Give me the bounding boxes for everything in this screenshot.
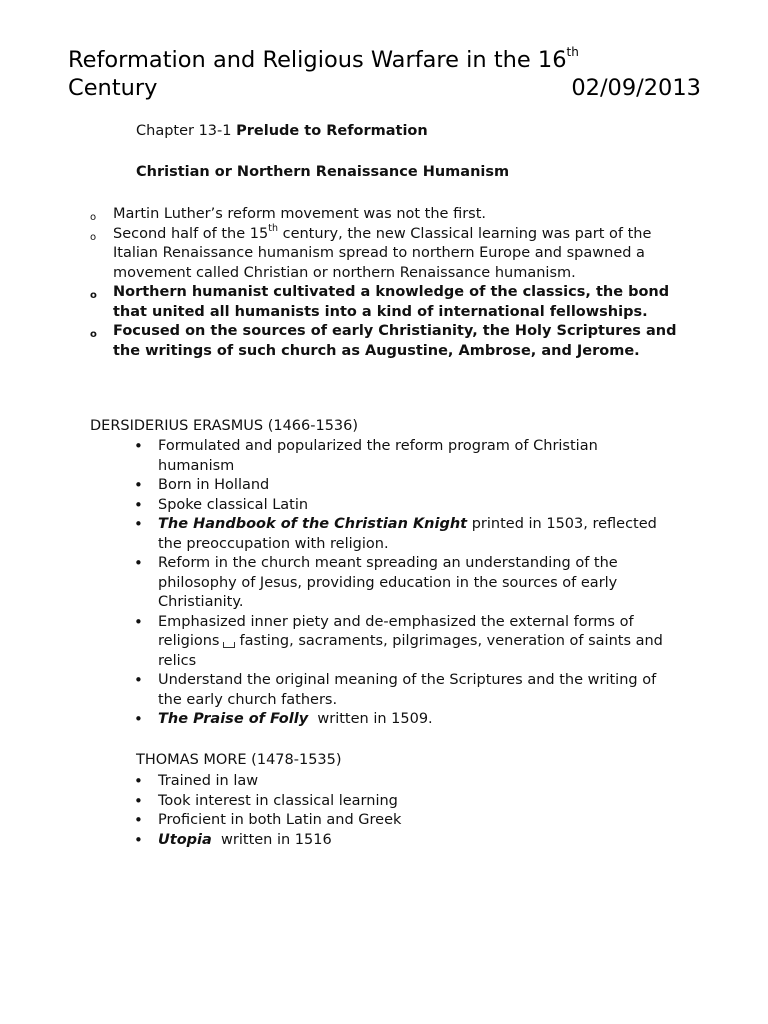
more-heading: THOMAS MORE (1478-1535) <box>136 752 342 768</box>
list-item-text: Born in Holland <box>158 477 270 493</box>
list-item <box>158 515 678 554</box>
list-item <box>158 437 678 476</box>
list-item-text: Understand the original meaning of the Scriptures and the writing of the early church fathers. <box>158 672 657 708</box>
page-title <box>68 46 708 102</box>
list-item <box>158 831 678 851</box>
chapter-heading <box>136 123 428 139</box>
intro-list <box>113 205 683 361</box>
chapter-number: Chapter 13-1 <box>136 123 232 139</box>
book-title: The Handbook of the Christian Knight <box>158 516 468 532</box>
document-date: 02/09/2013 <box>571 75 701 101</box>
list-item <box>158 554 678 613</box>
list-item-text: Spoke classical Latin <box>158 496 309 513</box>
list-item <box>158 772 678 792</box>
book-title: The Praise of Folly <box>158 711 309 727</box>
list-item <box>158 613 678 672</box>
list-item <box>158 496 678 516</box>
title-line-1 <box>68 46 708 74</box>
title-line-2 <box>68 74 701 102</box>
list-item-text: Emphasized inner piety and de-emphasized the external forms of religions <box>158 613 634 649</box>
chapter-name: Prelude to Reformation <box>236 123 428 139</box>
list-item <box>158 792 678 812</box>
list-item-text: written in 1516 <box>211 831 332 848</box>
list-item-text: Northern humanist cultivated a knowledge of the classics, the bond that united all humanists into a kind of international fellowships. <box>113 284 670 320</box>
more-list <box>158 772 678 850</box>
list-item-text: Focused on the sources of early Christianity, the Holy Scriptures and the writings of such church as Augustine, Ambrose, and Jerome. <box>113 323 677 359</box>
list-item <box>113 322 683 361</box>
list-item-text: Took interest in classical learning <box>158 792 398 809</box>
list-item <box>158 671 678 710</box>
list-item <box>113 222 683 284</box>
list-item <box>113 283 683 322</box>
list-item <box>158 476 678 496</box>
list-item-text: Trained in law <box>158 773 259 789</box>
title-continuation: Century <box>68 75 158 101</box>
book-title: Utopia <box>158 831 212 848</box>
erasmus-list <box>158 437 678 730</box>
superscript: th <box>268 222 278 234</box>
list-item <box>158 710 678 730</box>
title-text: Reformation and Religious Warfare in the 16 <box>68 47 567 73</box>
dash-glyph-icon <box>223 642 235 648</box>
list-item-text: Formulated and popularized the reform program of Christian humanism <box>158 438 598 474</box>
list-item-text: Reform in the church meant spreading an understanding of the philosophy of Jesus, providing education in the sources of early Christianity. <box>158 555 618 610</box>
list-item-text-continued: fasting, sacraments, pilgrimages, veneration of saints and relics <box>158 633 663 669</box>
list-item-text: Proficient in both Latin and Greek <box>158 812 402 828</box>
title-superscript: th <box>566 44 579 59</box>
section-subheading: Christian or Northern Renaissance Humanism <box>136 164 510 180</box>
list-item <box>158 811 678 831</box>
list-item-text: Second half of the 15 <box>113 225 269 242</box>
list-item-text: printed in 1503, reflected the preoccupation with religion. <box>158 516 657 552</box>
list-item <box>113 205 683 225</box>
list-item-text: written in 1509. <box>308 711 433 727</box>
erasmus-heading: DERSIDERIUS ERASMUS (1466-1536) <box>90 418 359 434</box>
list-item-text-continued: century, the new Classical learning was part of the Italian Renaissance humanism spread to northern Europe and spawned a movement called Christian or northern Renaissance humanism. <box>113 225 652 281</box>
list-item-text: Martin Luther’s reform movement was not the first. <box>113 206 487 222</box>
